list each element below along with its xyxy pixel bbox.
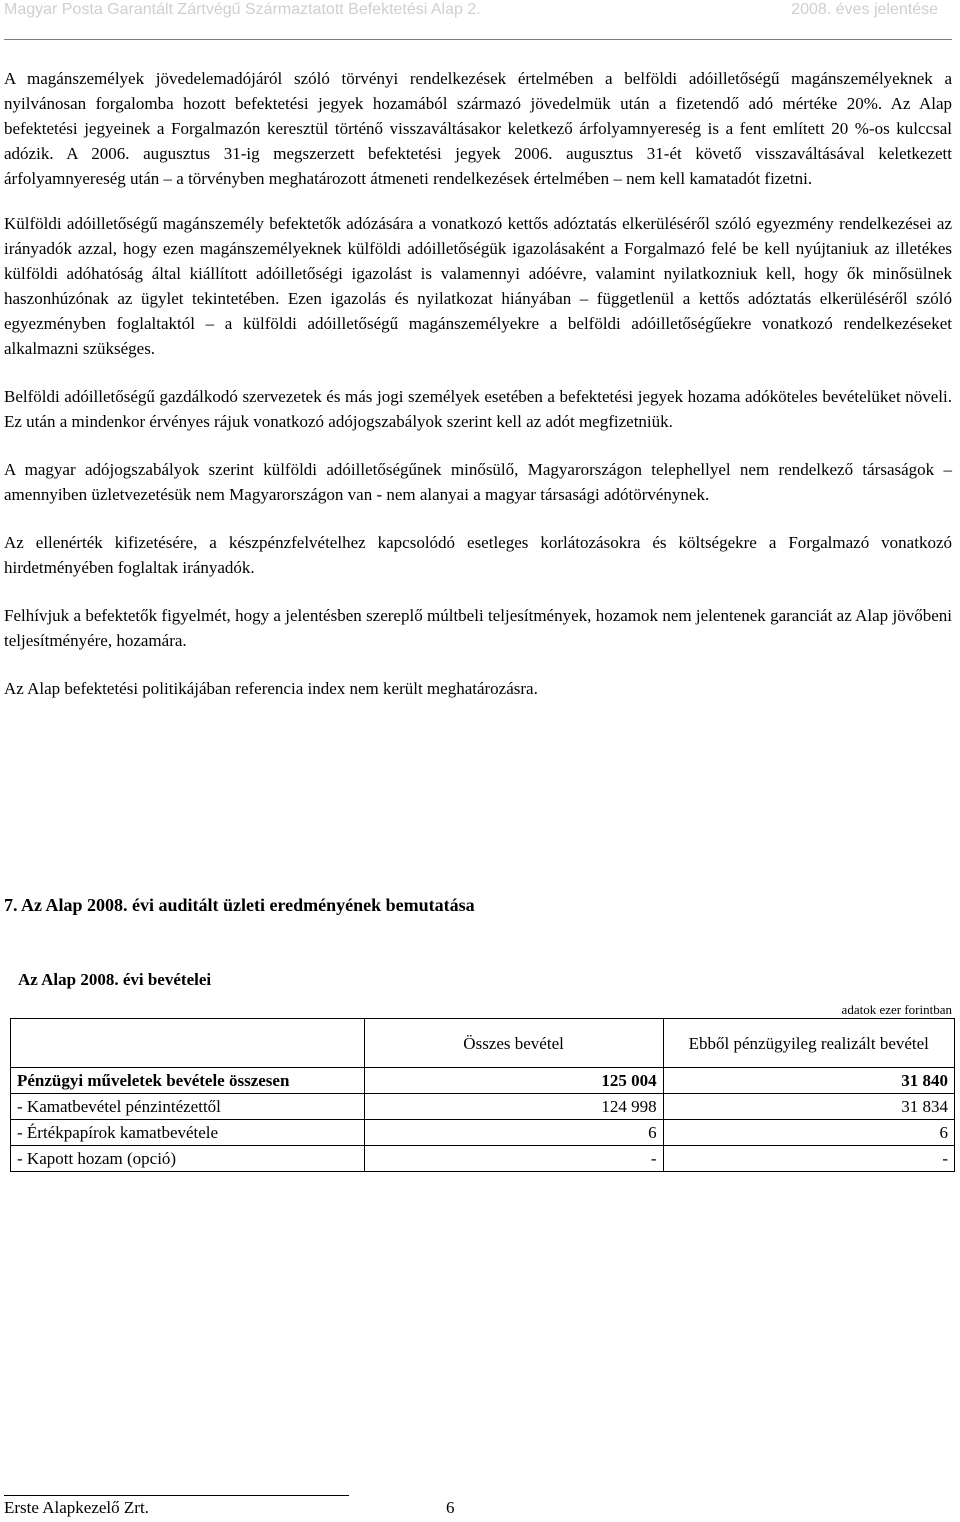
row-realized: 31 840 <box>663 1068 954 1094</box>
header-rule <box>4 39 952 40</box>
row-realized: 6 <box>663 1120 954 1146</box>
subsection-title: Az Alap 2008. évi bevételei <box>18 970 212 989</box>
row-total: 124 998 <box>364 1094 663 1120</box>
table-row <box>11 1146 955 1172</box>
table-header-row <box>11 1019 955 1068</box>
row-total: 125 004 <box>364 1068 663 1094</box>
row-total: - <box>364 1146 663 1172</box>
header-fund-name: Magyar Posta Garantált Zártvégű Származtatott Befektetési Alap 2. <box>4 1 481 18</box>
paragraph-foreign-companies: A magyar adójogszabályok szerint külföldi adóilletőségűnek minősülő, Magyarországon telephellyel nem rendelkező társaságok – amennyiben üzletvezetésük nem Magyarországon van - nem alanyai a magyar társasági adótörvénynek. <box>4 460 952 504</box>
table-row <box>11 1094 955 1120</box>
page-header <box>0 0 960 40</box>
paragraph-foreign-tax: Külföldi adóilletőségű magánszemély befektetők adózására a vonatkozó kettős adóztatás elkerüléséről szóló egyezmény rendelkezései az irányadók azzal, hogy ezen magánszemélyeknek külföldi adóilletőségük igazolásaként a Forgalmazó felé be kell nyújtaniuk az illetékes külföldi adóhatóság által kiállított adóilletőségi igazolást is valamennyi adóévre, valamint nyilatkozniuk kell, hogy ők minősülnek haszonhúzónak az ügylet tekintetében. Ezen igazolás és nyilatkozat hiányában – függetlenül a kettős adóztatás elkerüléséről szóló egyezményben foglaltaktól – a külföldi adóilletőségű magánszemélyekre a belföldi adóilletőségűekre vonatkozó rendelkezéseket alkalmazni szükséges. <box>4 214 952 358</box>
row-total: 6 <box>364 1120 663 1146</box>
page-number: 6 <box>446 1498 455 1517</box>
table-row <box>11 1120 955 1146</box>
row-label: - Kapott hozam (opció) <box>11 1146 365 1172</box>
row-label: Pénzügyi műveletek bevétele összesen <box>11 1068 365 1094</box>
row-realized: - <box>663 1146 954 1172</box>
table-header-total: Összes bevétel <box>364 1019 663 1068</box>
header-report-year: 2008. éves jelentése <box>791 1 938 18</box>
paragraph-past-performance: Felhívjuk a befektetők figyelmét, hogy a jelentésben szereplő múltbeli teljesítmények, hozamok nem jelentenek garanciát az Alap jövőbeni teljesítményére, hozamára. <box>4 606 952 650</box>
revenue-table <box>10 1018 955 1172</box>
footer-rule <box>4 1495 349 1496</box>
paragraph-corporate-tax: Belföldi adóilletőségű gazdálkodó szervezetek és más jogi személyek esetében a befektetési jegyek hozama adóköteles bevételüket növeli. Ez után a mindenkor érvényes rájuk vonatkozó adójogszabályok szerint kell az adót megfizetniük. <box>4 387 952 431</box>
paragraph-payment-restrictions: Az ellenérték kifizetésére, a készpénzfelvételhez kapcsolódó esetleges korlátozásokra és költségekre a Forgalmazó vonatkozó hirdetményében foglaltak irányadók. <box>4 533 952 577</box>
unit-note: adatok ezer forintban <box>841 1002 952 1017</box>
paragraph-private-tax: A magánszemélyek jövedelemadójáról szóló törvényi rendelkezések értelmében a belföldi adóilletőségű magánszemélyeknek a nyilvánosan forgalomba hozott befektetési jegyek hozamából származó jövedelmük után a fizetendő adó mértéke 20%. Az Alap befektetési jegyeinek a Forgalmazón keresztül történő visszaváltásakor keletkező árfolyamnyereség is a fent említett 20 %-os kulccsal adózik. A 2006. augusztus 31-ig megszerzett befektetési jegyek 2006. augusztus 31-ét követő visszaváltásával keletkezett árfolyamnyereség után – a törvényben meghatározott átmeneti rendelkezések értelmében – nem kell kamatadót fizetni. <box>4 69 952 188</box>
body-text <box>4 66 952 724</box>
row-realized: 31 834 <box>663 1094 954 1120</box>
row-label: - Kamatbevétel pénzintézettől <box>11 1094 365 1120</box>
section-title: 7. Az Alap 2008. évi auditált üzleti eredményének bemutatása <box>4 895 475 915</box>
paragraph-benchmark: Az Alap befektetési politikájában referencia index nem került meghatározásra. <box>4 679 538 698</box>
footer-company: Erste Alapkezelő Zrt. <box>4 1498 149 1517</box>
header-bar <box>0 0 960 28</box>
table-header-label <box>11 1019 365 1068</box>
row-label: - Értékpapírok kamatbevétele <box>11 1120 365 1146</box>
table-row <box>11 1068 955 1094</box>
table-header-realized: Ebből pénzügyileg realizált bevétel <box>663 1019 954 1068</box>
